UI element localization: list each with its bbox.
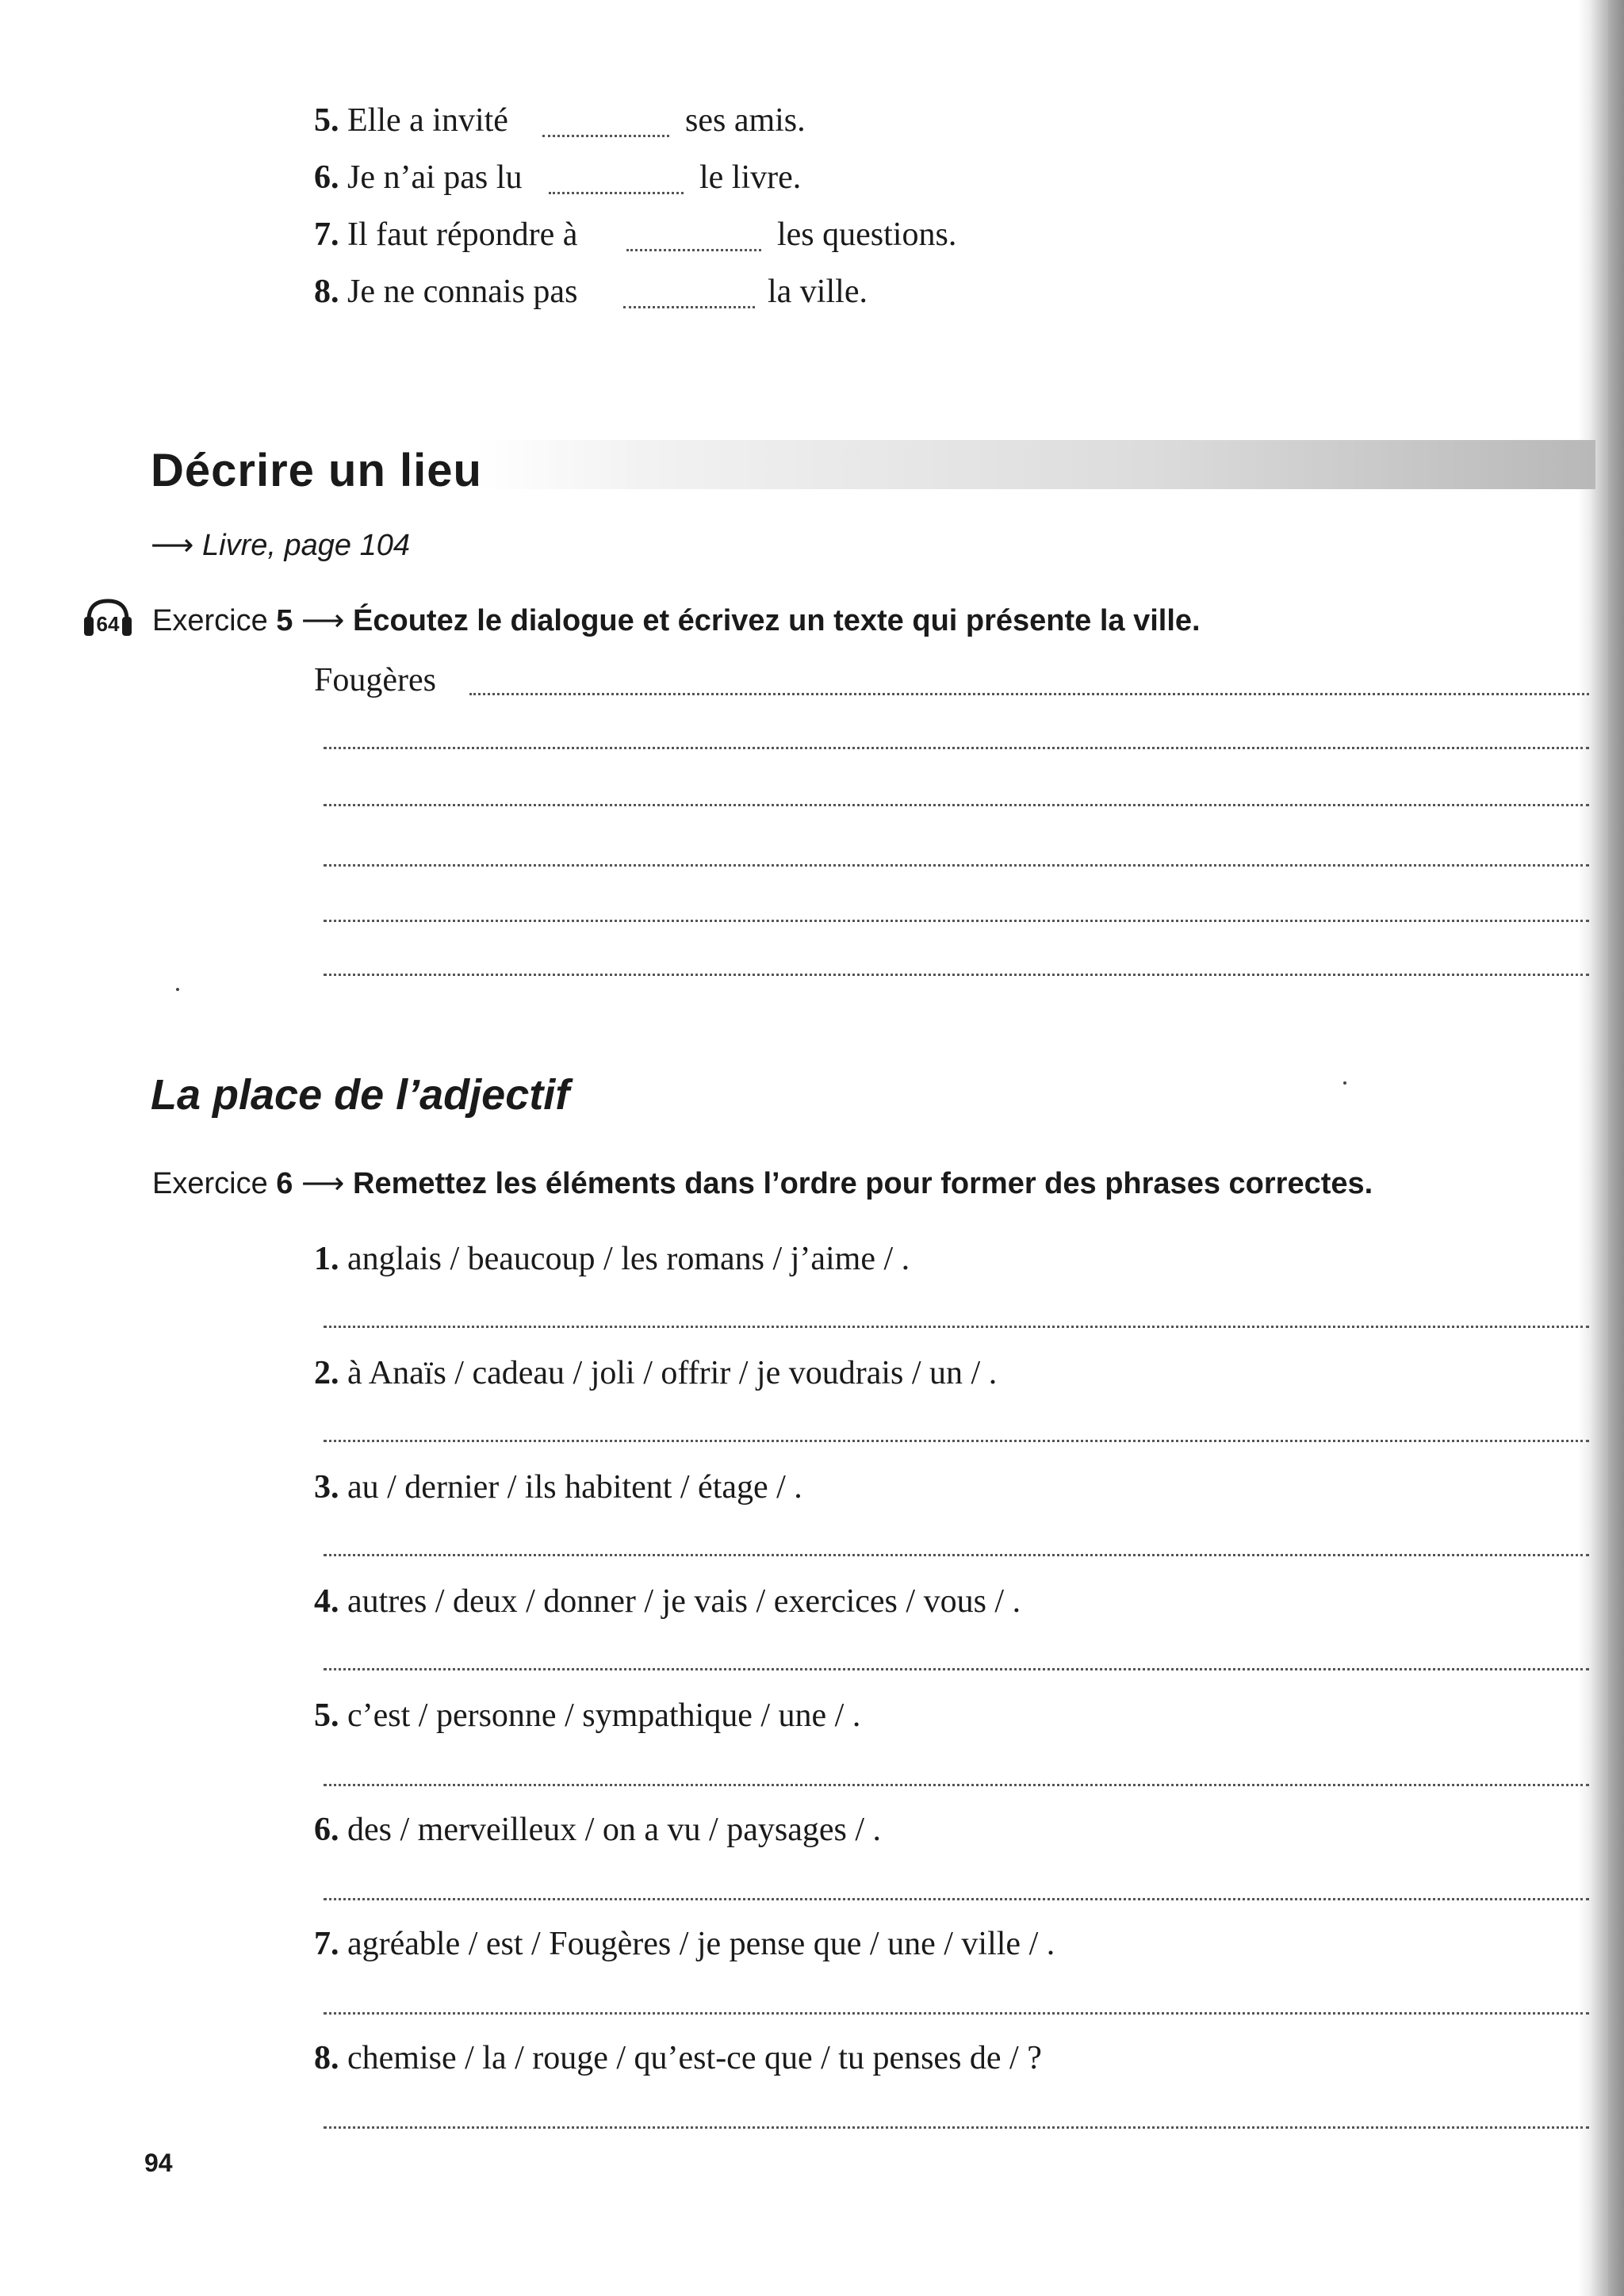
exercise-instruction: Écoutez le dialogue et écrivez un texte qui présente la ville. <box>353 604 1201 637</box>
section-banner <box>476 440 1595 489</box>
answer-line[interactable] <box>324 2126 1589 2129</box>
blank-line[interactable] <box>542 135 669 137</box>
item-before: Elle a invité <box>347 102 508 139</box>
subsection-title: La place de l’adjectif <box>151 1071 570 1119</box>
item-text: anglais / beaucoup / les romans / j’aime / . <box>347 1241 910 1277</box>
item-number: 7. <box>314 216 339 253</box>
answer-line[interactable] <box>324 1554 1589 1556</box>
item-number: 1. <box>314 1241 339 1277</box>
item-text: chemise / la / rouge / qu’est-ce que / tu penses de / ? <box>347 2040 1042 2076</box>
book-reference <box>151 527 410 563</box>
answer-line[interactable] <box>324 1898 1589 1900</box>
item-number: 2. <box>314 1355 339 1391</box>
page-edge-binding <box>1608 0 1624 2296</box>
item-before: Je ne connais pas <box>347 274 578 310</box>
arrow-icon: ⟶ <box>151 529 194 562</box>
list-item <box>314 1925 1055 1963</box>
top-item-5 <box>314 101 508 140</box>
exercise-number: 5 <box>276 604 293 637</box>
item-text: des / merveilleux / on a vu / paysages / . <box>347 1812 882 1848</box>
arrow-icon: ⟶ <box>301 604 345 637</box>
scan-speck <box>1343 1081 1346 1085</box>
answer-line[interactable] <box>324 1326 1589 1328</box>
item-text: c’est / personne / sympathique / une / . <box>347 1697 861 1734</box>
answer-line[interactable] <box>324 804 1589 806</box>
list-item <box>314 1468 802 1506</box>
item-text: agréable / est / Fougères / je pense que / une / ville / . <box>347 1926 1055 1962</box>
answer-line[interactable] <box>324 920 1589 922</box>
item-after: ses amis. <box>685 102 806 139</box>
item-before: Je n’ai pas lu <box>347 159 523 196</box>
item-number: 5. <box>314 1697 339 1734</box>
list-item <box>314 2039 1042 2077</box>
blank-line[interactable] <box>623 306 755 308</box>
top-item-6 <box>314 159 522 197</box>
top-item-8 <box>314 273 577 311</box>
item-number: 7. <box>314 1926 339 1962</box>
item-text: à Anaïs / cadeau / joli / offrir / je voudrais / un / . <box>347 1355 998 1391</box>
scan-speck <box>176 988 179 991</box>
arrow-icon: ⟶ <box>301 1167 345 1200</box>
blank-line[interactable] <box>549 192 684 194</box>
exercise5-header <box>152 603 1201 638</box>
list-item <box>314 1582 1021 1621</box>
track-number: 64 <box>96 612 120 636</box>
answer-line[interactable] <box>469 693 1589 695</box>
answer-line[interactable] <box>324 974 1589 976</box>
list-item <box>314 1240 910 1278</box>
item-after: les questions. <box>777 216 957 253</box>
headphones-track-icon[interactable] <box>82 596 133 639</box>
item-text: au / dernier / ils habitent / étage / . <box>347 1469 802 1506</box>
item-number: 6. <box>314 159 339 196</box>
answer-line[interactable] <box>324 747 1589 749</box>
answer-line[interactable] <box>324 1668 1589 1670</box>
item-text: autres / deux / donner / je vais / exercices / vous / . <box>347 1583 1021 1620</box>
item-number: 3. <box>314 1469 339 1506</box>
list-item <box>314 1697 860 1735</box>
list-item <box>314 1354 997 1392</box>
blank-line[interactable] <box>626 249 761 251</box>
item-number: 4. <box>314 1583 339 1620</box>
top-item-7 <box>314 216 577 254</box>
exercise-instruction: Remettez les éléments dans l’ordre pour former des phrases correctes. <box>353 1167 1373 1200</box>
item-number: 6. <box>314 1812 339 1848</box>
exercise-label: Exercice <box>152 1167 268 1200</box>
answer-starter: Fougères <box>314 662 436 698</box>
exercise-label: Exercice <box>152 604 268 637</box>
item-before: Il faut répondre à <box>347 216 578 253</box>
item-after: le livre. <box>699 159 802 196</box>
item-number: 8. <box>314 2040 339 2076</box>
answer-line[interactable] <box>324 864 1589 867</box>
item-after: la ville. <box>768 274 868 310</box>
item-number: 5. <box>314 102 339 139</box>
section-title: Décrire un lieu <box>151 445 482 496</box>
item-number: 8. <box>314 274 339 310</box>
list-item <box>314 1811 881 1849</box>
page-number: 94 <box>144 2149 173 2177</box>
reference-label: Livre, page 104 <box>202 529 411 562</box>
answer-line[interactable] <box>324 2012 1589 2015</box>
exercise-number: 6 <box>276 1167 293 1200</box>
answer-line[interactable] <box>324 1784 1589 1786</box>
exercise6-header <box>152 1165 1373 1201</box>
answer-line[interactable] <box>324 1440 1589 1442</box>
